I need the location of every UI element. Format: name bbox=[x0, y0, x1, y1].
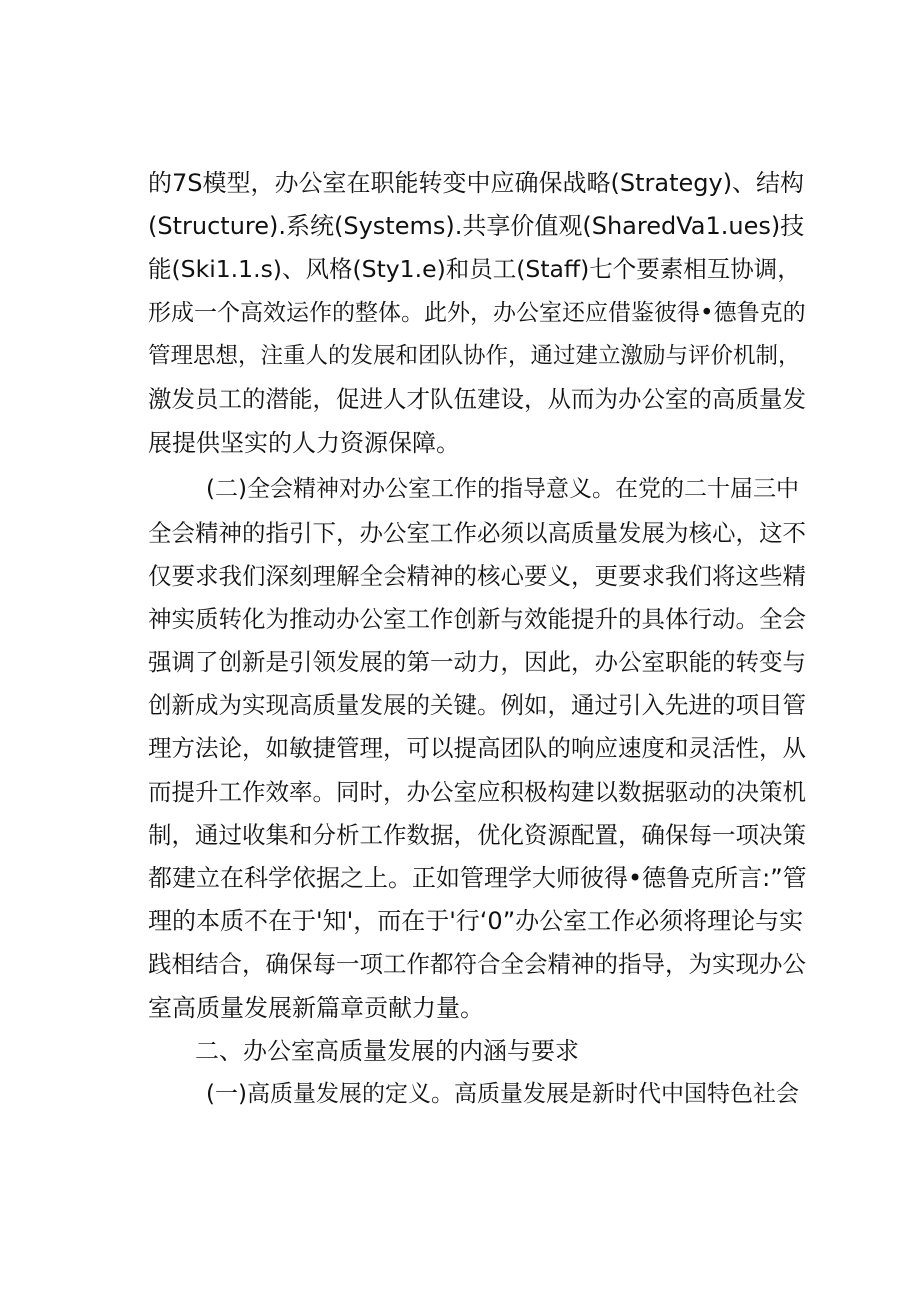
text-line: 创新成为实现高质量发展的关键。例如，通过引入先进的项目管 bbox=[148, 691, 806, 719]
text-line: 而提升工作效率。同时，办公室应积极构建以数据驱动的决策机 bbox=[148, 778, 806, 806]
text-line: 全会精神的指引下，办公室工作必须以高质量发展为核心，这不 bbox=[148, 519, 806, 547]
text-line: 强调了创新是引领发展的第一动力，因此，办公室职能的转变与 bbox=[148, 648, 806, 676]
text-line: 理方法论，如敏捷管理，可以提高团队的响应速度和灵活性，从 bbox=[148, 734, 806, 762]
text-line: 神实质转化为推动办公室工作创新与效能提升的具体行动。全会 bbox=[148, 605, 806, 633]
text-line: 都建立在科学依据之上。正如管理学大师彼得•德鲁克所言:”管 bbox=[148, 864, 807, 892]
text-line: 仅要求我们深刻理解全会精神的核心要义，更要求我们将这些精 bbox=[148, 562, 806, 590]
text-line: 激发员工的潜能，促进人才队伍建设，从而为办公室的高质量发 bbox=[148, 385, 806, 413]
text-line: 践相结合，确保每一项工作都符合全会精神的指导，为实现办公 bbox=[148, 950, 806, 978]
section-heading-1: (一)高质量发展的定义。高质量发展是新时代中国特色社会 bbox=[206, 1081, 799, 1107]
text-line: 形成一个高效运作的整体。此外，办公室还应借鉴彼得•德鲁克的 bbox=[148, 300, 806, 326]
text-line: 制，通过收集和分析工作数据，优化资源配置，确保每一项决策 bbox=[148, 821, 806, 849]
section-heading-2: (二)全会精神对办公室工作的指导意义。在党的二十届三中 bbox=[206, 476, 799, 502]
text-line: (Structure).系统(Systems).共享价值观(SharedVa1.ues)技 bbox=[148, 212, 805, 240]
text-line: 管理思想，注重人的发展和团队协作，通过建立激励与评价机制， bbox=[148, 343, 801, 369]
text-line: 能(Ski1.1.s)、风格(Sty1.e)和员工(Staff)七个要素相互协调， bbox=[148, 255, 801, 283]
text-line: 展提供坚实的人力资源保障。 bbox=[148, 429, 460, 457]
section-heading-main: 二、办公室高质量发展的内涵与要求 bbox=[195, 1037, 579, 1065]
text-line: 室高质量发展新篇章贡献力量。 bbox=[148, 994, 484, 1022]
text-line: 的7S模型，办公室在职能转变中应确保战略(Strategy)、结构 bbox=[148, 169, 805, 197]
text-line: 理的本质不在于'知'，而在于'行‘0”办公室工作必须将理论与实 bbox=[148, 907, 804, 935]
